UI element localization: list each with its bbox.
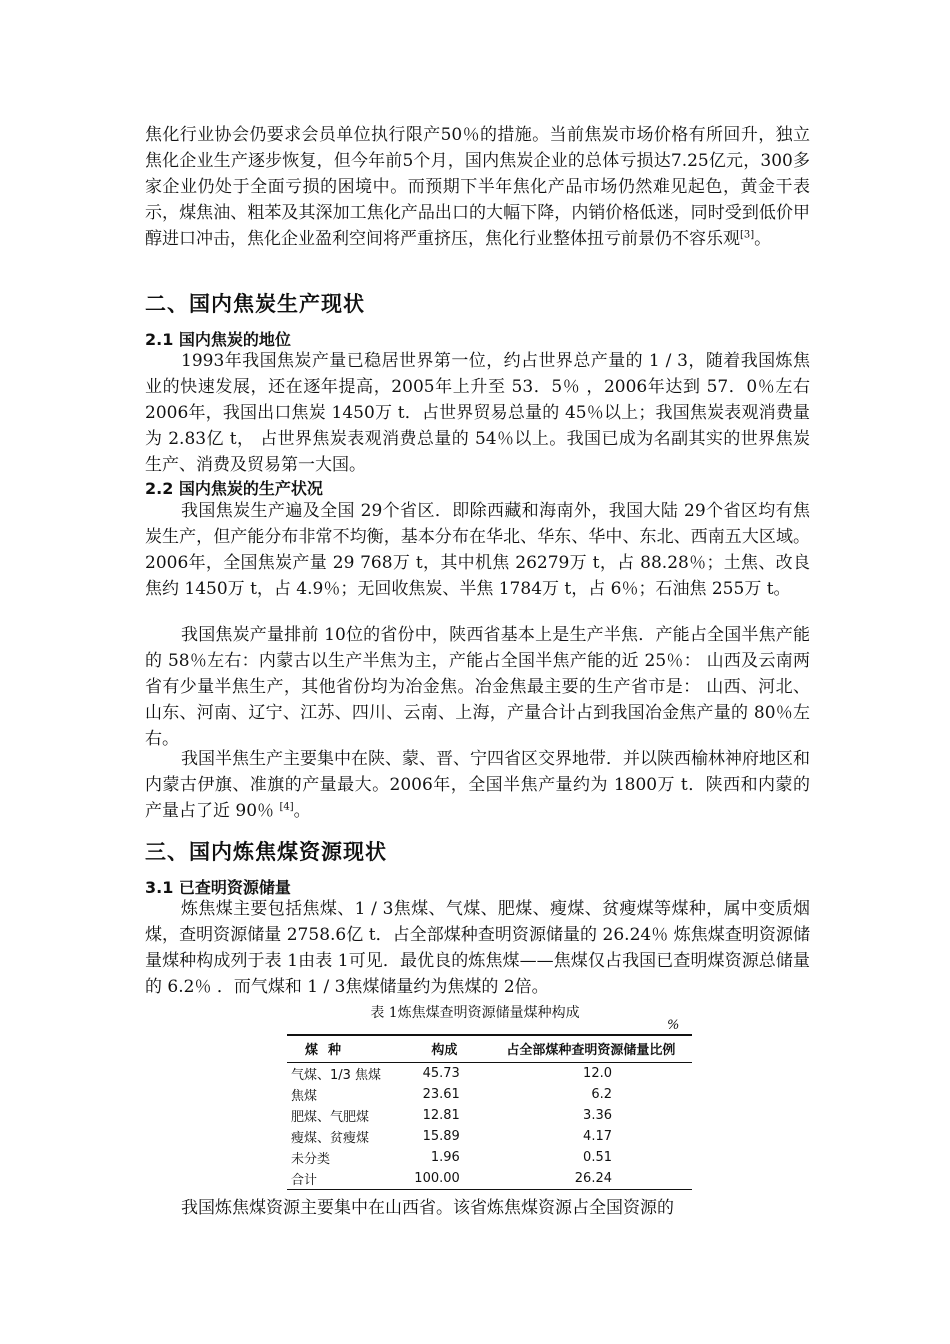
table-cell: 1.96 (430, 1150, 460, 1165)
table-unit: % (667, 1018, 680, 1033)
table-cell: 瘦煤、贫瘦煤 (291, 1131, 370, 1146)
column-header: 占全部煤种查明资源储量比例 (490, 1035, 692, 1063)
intro-paragraph (145, 122, 810, 252)
table-cell: 未分类 (291, 1152, 331, 1167)
coking-coal-table (287, 1034, 692, 1190)
table-cell: 12.0 (583, 1066, 612, 1081)
table-cell: 15.89 (422, 1129, 460, 1144)
paragraph-text: 我国半焦生产主要集中在陕、蒙、晋、宁四省区交界地带．并以陕西榆林神府地区和内蒙古伊旗、准旗的产量最大。2006年，全国半焦产量约为 1800万 t．陕西和内蒙的产量占了近 90％ (145, 749, 810, 821)
body-paragraph: 我国焦炭生产遍及全国 29个省区．即除西藏和海南外，我国大陆 29个省区均有焦炭生产，但产能分布非常不均衡，基本分布在华北、华东、华中、东北、西南五大区域。2006年，全国焦炭产量 29 768万 t，其中机焦 26279万 t，占 88.28％；土焦、改良焦约 1450万 t，占 4.9％；无回收焦炭、半焦 1784万 t，占 6％；石油焦 255万 t。 (145, 501, 810, 599)
table-row (287, 1147, 692, 1168)
table-row (287, 1063, 692, 1085)
subsection-heading: 3.1 已查明资源储量 (145, 878, 291, 897)
table-row (287, 1105, 692, 1126)
table-cell: 0.51 (583, 1150, 612, 1165)
subsection-heading: 2.1 国内焦炭的地位 (145, 330, 291, 349)
paragraph-tail: 。 (293, 801, 311, 821)
section-heading: 三、国内炼焦煤资源现状 (145, 840, 387, 864)
table-cell: 焦煤 (291, 1089, 318, 1104)
table-cell: 12.81 (422, 1108, 460, 1123)
table-cell: 23.61 (422, 1087, 460, 1102)
table-total-row (287, 1168, 692, 1190)
table-cell: 45.73 (422, 1066, 460, 1081)
body-paragraph: 1993年我国焦炭产量已稳居世界第一位，约占世界总产量的 1 / 3，随着我国炼焦业的快速发展，还在逐年提高，2005年上升至 53．5％ ，2006年达到 57．0％左右 2006年，我国出口焦炭 1450万 t．占世界贸易总量的 45％以上；我国焦炭表观消费量为 2.83亿 t， 占世界焦炭表观消费总量的 54％以上。我国已成为名副其实的世界焦炭生产、消费及贸易第一大国。 (145, 351, 810, 475)
citation-ref: [3] (740, 229, 755, 241)
column-header: 构成 (399, 1035, 490, 1063)
body-paragraph: 我国焦炭产量排前 10位的省份中，陕西省基本上是生产半焦．产能占全国半焦产能的 58％左右：内蒙古以生产半焦为主，产能占全国半焦产能的近 25％： 山西及云南两省有少量半焦生产，其他省份均为冶金焦。冶金焦最主要的生产省市是： 山西、河北、山东、河南、辽宁、江苏、四川、云南、上海，产量合计占到我国冶金焦产量的 80％左右。 (145, 625, 810, 749)
section-heading: 二、国内焦炭生产现状 (145, 292, 365, 316)
table-cell: 4.17 (583, 1129, 612, 1144)
table-cell: 26.24 (490, 1168, 692, 1190)
body-paragraph: 我国炼焦煤资源主要集中在山西省。该省炼焦煤资源占全国资源的 (181, 1198, 674, 1218)
intro-tail: 。 (754, 229, 772, 249)
table-cell: 合计 (287, 1168, 399, 1190)
table-cell: 气煤、1/3 焦煤 (291, 1068, 382, 1083)
table-cell: 肥煤、气肥煤 (291, 1110, 370, 1125)
body-paragraph (145, 746, 810, 824)
table-row (287, 1084, 692, 1105)
table-cell: 3.36 (583, 1108, 612, 1123)
body-paragraph: 炼焦煤主要包括焦煤、1 / 3焦煤、气煤、肥煤、瘦煤、贫瘦煤等煤种，属中变质烟煤，查明资源储量 2758.6亿 t．占全部煤种查明资源储量的 26.24％ 炼焦煤查明资源储量煤种构成列于表 1由表 1可见．最优良的炼焦煤——焦煤仅占我国已查明煤资源总储量的 6.2％ ．而气煤和 1 / 3焦煤储量约为焦煤的 2倍。 (145, 899, 810, 997)
table-caption: 表 1炼焦煤查明资源储量煤种构成 (370, 1005, 580, 1021)
subsection-heading: 2.2 国内焦炭的生产状况 (145, 479, 323, 498)
column-header: 煤种 (287, 1035, 399, 1063)
table-cell: 6.2 (591, 1087, 612, 1102)
citation-ref: [4] (279, 801, 294, 813)
intro-text: 焦化行业协会仍要求会员单位执行限产50％的措施。当前焦炭市场价格有所回升，独立焦化企业生产逐步恢复，但今年前5个月，国内焦炭企业的总体亏损达7.25亿元，300多家企业仍处于全面亏损的困境中。而预期下半年焦化产品市场仍然难见起色，黄金干表示，煤焦油、粗苯及其深加工焦化产品出口的大幅下降，内销价格低迷，同时受到低价甲醇进口冲击，焦化企业盈利空间将严重挤压，焦化行业整体扭亏前景仍不容乐观 (145, 125, 810, 249)
table-header-row (287, 1035, 692, 1063)
table-cell: 100.00 (399, 1168, 490, 1190)
table-row (287, 1126, 692, 1147)
